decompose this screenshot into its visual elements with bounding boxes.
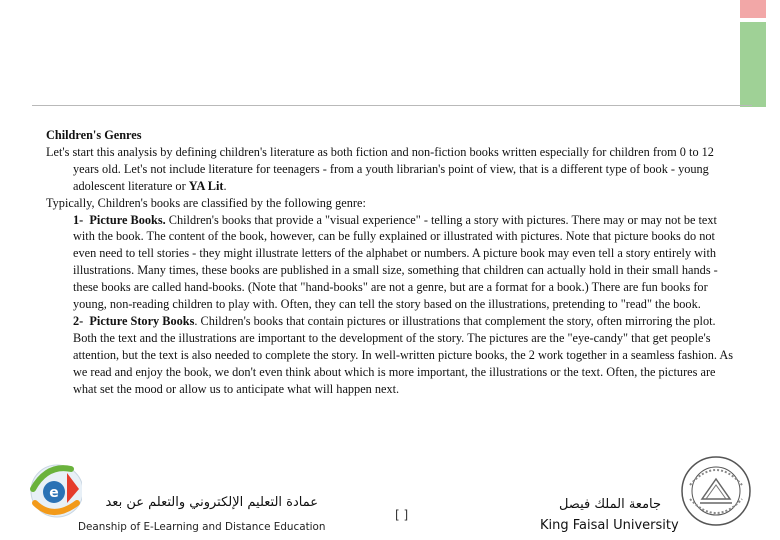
university-arabic: جامعة الملك فيصل [558, 497, 662, 512]
item-text: Children's books that provide a "visual experience" - telling a story with pictures. There may or may not be text with the book. The content of the book, however, can be fully explained or illustrated with pictures. Note that picture books do not even need to tell stories - they might illustrate letters of the alphabet or numbers. A picture book may even tell a story entirely with illustrations. Many times, these books are published in a small size, something that children can actually hold in their small hands - these books are called hand-books. (Note that "hand-books" are not a genre, but are a format for a book.) There are fun books for young, non-reading children to play with. Often, they can tell the story based on the illustrations, pretending to "read" the book. [73, 212, 718, 312]
item-number: 2- [73, 313, 84, 328]
genre-list [46, 212, 741, 398]
header-divider [32, 105, 752, 106]
top-accent-pink [740, 0, 766, 18]
elearning-logo [27, 459, 82, 529]
svg-text:e: e [49, 485, 59, 501]
top-accent-green [740, 22, 766, 107]
deanship-english: Deanship of E-Learning and Distance Education [78, 521, 326, 533]
item-name: Picture Story Books [89, 313, 195, 328]
item-name: Picture Books. [89, 212, 166, 227]
intro-paragraph [46, 144, 741, 195]
intro-bold: YA Lit [188, 178, 224, 193]
item-number: 1- [73, 212, 84, 227]
section-title: Children's Genres [46, 128, 142, 142]
university-english: King Faisal University [540, 518, 679, 533]
page-number-placeholder: [ ] [395, 508, 409, 522]
genre-item-picture-story-books [73, 313, 741, 398]
intro-end: . [223, 178, 227, 193]
intro-text: Let's start this analysis by defining children's literature as both fiction and non-fiction books written especially for children from 0 to 12 years old. Let's not include literature for teenagers - from a youth librarian's point of view, that is a different type of book - young adolescent literature or [46, 144, 714, 193]
item-text: . Children's books that contain pictures or illustrations that complement the story, often mirroring the plot. Both the text and the illustrations are important to the development of the story. The pictures are the "eye-candy" that get people's attention, but the text is also needed to complete the story. In well-written picture books, the 2 work together in a seamless fashion. As we read and enjoy the book, we don't even think about which is more important, the illustrations or the text. Often, the pictures are what set the mood or allow us to anticipate what will happen next. [73, 313, 734, 396]
deanship-arabic: عمادة التعليم الإلكتروني والتعلم عن بعد [105, 495, 318, 510]
typically-paragraph: Typically, Children's books are classified by the following genre: [46, 195, 366, 210]
university-seal [680, 455, 752, 527]
slide-body [46, 127, 741, 398]
genre-item-picture-books [73, 212, 741, 313]
